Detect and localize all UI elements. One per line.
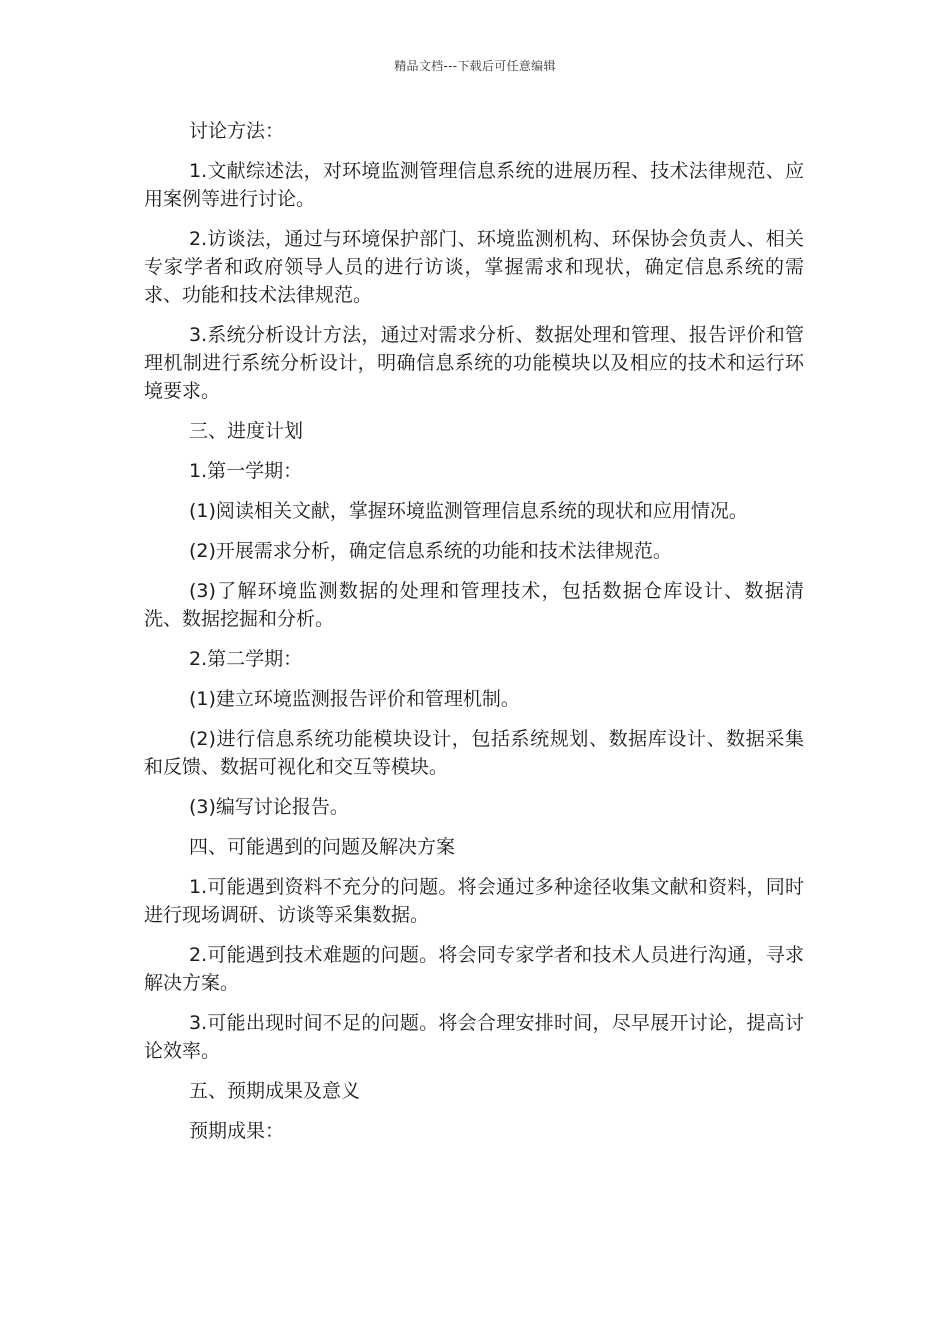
paragraph-semester-1-item-2: (2)开展需求分析，确定信息系统的功能和技术法律规范。 <box>189 540 672 562</box>
paragraph-semester-2-item-2: (2)进行信息系统功能模块设计，包括系统规划、数据库设计、数据采集和反馈、数据可视化和交互等模块。 <box>144 728 804 778</box>
paragraph-semester-1: 1.第一学期： <box>189 460 303 482</box>
page-header: 精品文档---下载后可任意编辑 <box>394 59 556 73</box>
paragraph-semester-2: 2.第二学期： <box>189 648 303 670</box>
paragraph-semester-1-item-1: (1)阅读相关文献，掌握环境监测管理信息系统的现状和应用情况。 <box>189 500 748 522</box>
paragraph-problem-1: 1.可能遇到资料不充分的问题。将会通过多种途径收集文献和资料，同时进行现场调研、访谈等采集数据。 <box>144 876 804 926</box>
paragraph-method-title: 讨论方法： <box>189 120 285 142</box>
paragraph-semester-2-item-3: (3)编写讨论报告。 <box>189 796 349 818</box>
paragraph-problem-3: 3.可能出现时间不足的问题。将会合理安排时间，尽早展开讨论，提高讨论效率。 <box>144 1012 804 1062</box>
section-heading-schedule: 三、进度计划 <box>189 420 304 442</box>
paragraph-method-3: 3.系统分析设计方法，通过对需求分析、数据处理和管理、报告评价和管理机制进行系统分析设计，明确信息系统的功能模块以及相应的技术和运行环境要求。 <box>144 324 804 402</box>
paragraph-expected-results: 预期成果： <box>189 1120 285 1142</box>
section-heading-outcomes: 五、预期成果及意义 <box>189 1080 361 1102</box>
paragraph-method-2: 2.访谈法，通过与环境保护部门、环境监测机构、环保协会负责人、相关专家学者和政府领导人员的进行访谈，掌握需求和现状，确定信息系统的需求、功能和技术法律规范。 <box>144 228 804 306</box>
paragraph-method-1: 1.文献综述法，对环境监测管理信息系统的进展历程、技术法律规范、应用案例等进行讨论。 <box>144 160 804 210</box>
paragraph-semester-1-item-3: (3)了解环境监测数据的处理和管理技术，包括数据仓库设计、数据清洗、数据挖掘和分析。 <box>144 580 804 630</box>
section-heading-problems: 四、可能遇到的问题及解决方案 <box>189 836 456 858</box>
paragraph-semester-2-item-1: (1)建立环境监测报告评价和管理机制。 <box>189 688 520 710</box>
paragraph-problem-2: 2.可能遇到技术难题的问题。将会同专家学者和技术人员进行沟通，寻求解决方案。 <box>144 944 804 994</box>
document-body <box>144 117 804 1157</box>
